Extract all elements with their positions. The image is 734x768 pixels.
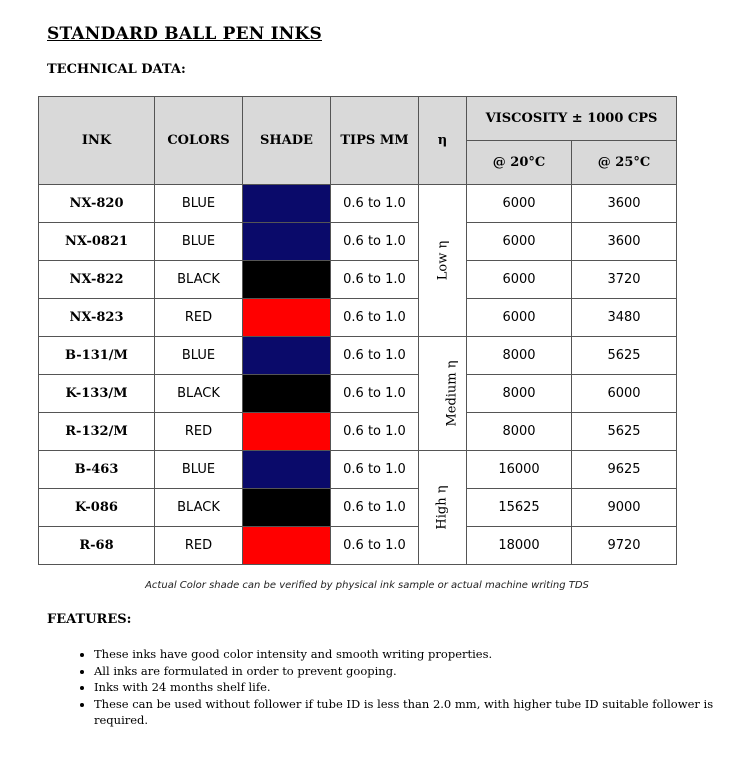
header-ink: INK: [39, 97, 155, 185]
header-colors: COLORS: [155, 97, 243, 185]
tip-size-cell: 0.6 to 1.0: [331, 185, 419, 223]
tip-size-cell: 0.6 to 1.0: [331, 451, 419, 489]
table-row: [39, 527, 677, 565]
shade-swatch: [243, 337, 331, 375]
viscosity-20-cell: 6000: [467, 261, 572, 299]
table-row: [39, 375, 677, 413]
section-title-technical-data: TECHNICAL DATA:: [47, 62, 186, 77]
table-row: [39, 299, 677, 337]
viscosity-25-cell: 5625: [572, 413, 677, 451]
tip-size-cell: 0.6 to 1.0: [331, 413, 419, 451]
viscosity-25-cell: 9000: [572, 489, 677, 527]
viscosity-group-label: High η: [435, 485, 450, 530]
ink-code-cell: B-463: [39, 451, 155, 489]
shade-swatch: [243, 299, 331, 337]
color-name-cell: BLUE: [155, 185, 243, 223]
shade-swatch: [243, 375, 331, 413]
viscosity-20-cell: 6000: [467, 223, 572, 261]
viscosity-20-cell: 18000: [467, 527, 572, 565]
table-row: [39, 223, 677, 261]
ink-code-cell: B-131/M: [39, 337, 155, 375]
color-name-cell: BLACK: [155, 261, 243, 299]
tip-size-cell: 0.6 to 1.0: [331, 223, 419, 261]
viscosity-group-cell: [419, 337, 467, 451]
viscosity-20-cell: 6000: [467, 299, 572, 337]
table-row: [39, 261, 677, 299]
ink-code-cell: NX-822: [39, 261, 155, 299]
viscosity-group-cell: [419, 451, 467, 565]
color-name-cell: BLACK: [155, 489, 243, 527]
tip-size-cell: 0.6 to 1.0: [331, 527, 419, 565]
list-item: • These can be used without follower if tube ID is less than 2.0 mm, with higher tube ID suitable follower is required.: [94, 696, 734, 729]
ink-code-cell: R-132/M: [39, 413, 155, 451]
color-name-cell: RED: [155, 413, 243, 451]
table-row: [39, 413, 677, 451]
table-row: [39, 185, 677, 223]
page-title: STANDARD BALL PEN INKS: [47, 24, 322, 44]
viscosity-20-cell: 15625: [467, 489, 572, 527]
viscosity-25-cell: 6000: [572, 375, 677, 413]
features-list: [70, 646, 734, 729]
list-item: • All inks are formulated in order to prevent gooping.: [94, 663, 734, 680]
header-viscosity: VISCOSITY ± 1000 CPS: [467, 97, 677, 141]
color-shade-note: Actual Color shade can be verified by physical ink sample or actual machine writing TDS: [145, 580, 589, 591]
ink-code-cell: R-68: [39, 527, 155, 565]
shade-swatch: [243, 489, 331, 527]
list-item: • Inks with 24 months shelf life.: [94, 679, 734, 696]
viscosity-group-label: Medium η: [444, 360, 460, 427]
viscosity-25-cell: 3600: [572, 223, 677, 261]
table-row: [39, 337, 677, 375]
color-name-cell: BLUE: [155, 223, 243, 261]
viscosity-20-cell: 6000: [467, 185, 572, 223]
shade-swatch: [243, 185, 331, 223]
viscosity-group-cell: [419, 185, 467, 337]
viscosity-20-cell: 16000: [467, 451, 572, 489]
tip-size-cell: 0.6 to 1.0: [331, 299, 419, 337]
shade-swatch: [243, 261, 331, 299]
ink-code-cell: K-086: [39, 489, 155, 527]
color-name-cell: BLUE: [155, 337, 243, 375]
viscosity-20-cell: 8000: [467, 413, 572, 451]
viscosity-25-cell: 3600: [572, 185, 677, 223]
shade-swatch: [243, 451, 331, 489]
tip-size-cell: 0.6 to 1.0: [331, 337, 419, 375]
viscosity-25-cell: 3720: [572, 261, 677, 299]
color-name-cell: RED: [155, 527, 243, 565]
list-item: • These inks have good color intensity and smooth writing properties.: [94, 646, 734, 663]
color-name-cell: BLUE: [155, 451, 243, 489]
table-row: [39, 489, 677, 527]
ink-code-cell: NX-0821: [39, 223, 155, 261]
tip-size-cell: 0.6 to 1.0: [331, 375, 419, 413]
table-row: [39, 451, 677, 489]
color-name-cell: BLACK: [155, 375, 243, 413]
viscosity-20-cell: 8000: [467, 337, 572, 375]
ink-code-cell: K-133/M: [39, 375, 155, 413]
shade-swatch: [243, 223, 331, 261]
technical-data-table: [38, 96, 677, 565]
header-eta: η: [419, 97, 467, 185]
viscosity-20-cell: 8000: [467, 375, 572, 413]
viscosity-25-cell: 9720: [572, 527, 677, 565]
viscosity-25-cell: 3480: [572, 299, 677, 337]
header-tips: TIPS MM: [331, 97, 419, 185]
header-shade: SHADE: [243, 97, 331, 185]
viscosity-group-label: Low η: [434, 240, 450, 281]
ink-code-cell: NX-823: [39, 299, 155, 337]
shade-swatch: [243, 527, 331, 565]
viscosity-25-cell: 9625: [572, 451, 677, 489]
viscosity-25-cell: 5625: [572, 337, 677, 375]
ink-code-cell: NX-820: [39, 185, 155, 223]
section-title-features: FEATURES:: [47, 612, 132, 627]
tip-size-cell: 0.6 to 1.0: [331, 261, 419, 299]
header-viscosity-25: @ 25°C: [572, 141, 677, 185]
color-name-cell: RED: [155, 299, 243, 337]
tip-size-cell: 0.6 to 1.0: [331, 489, 419, 527]
header-viscosity-20: @ 20°C: [467, 141, 572, 185]
shade-swatch: [243, 413, 331, 451]
